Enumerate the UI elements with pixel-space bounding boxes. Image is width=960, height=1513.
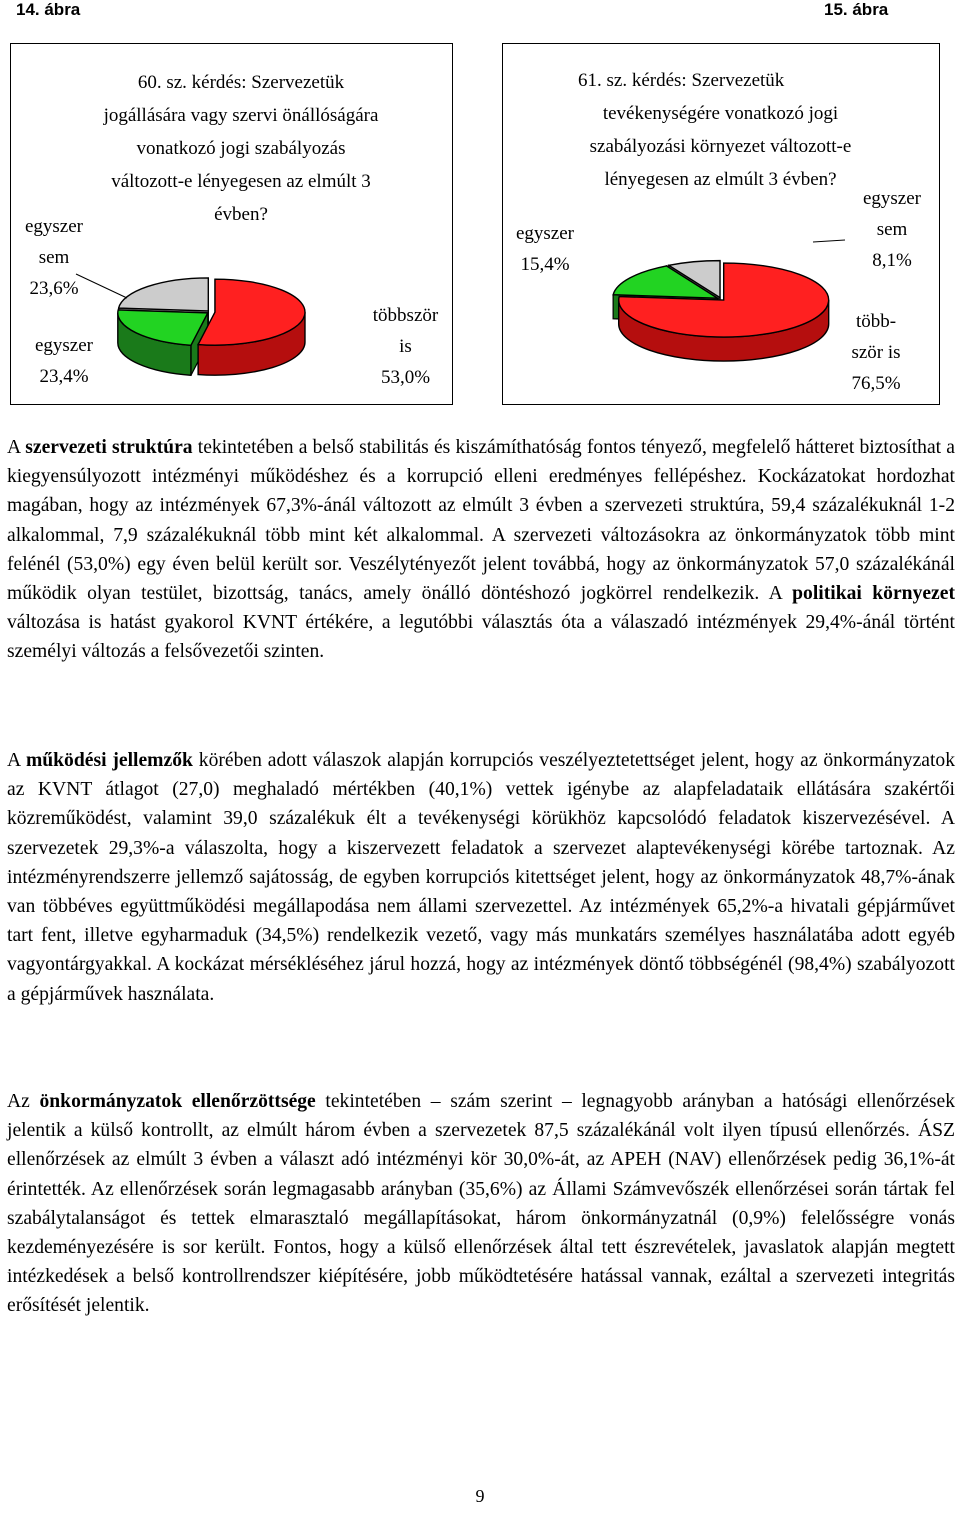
label-egyszer — [24, 330, 104, 392]
label-value: 8,1% — [872, 250, 912, 271]
label-text: is — [399, 336, 412, 357]
text-run: tekintetében – szám szerint – legnagyobb arányban a hatósági ellenőrzések jelentik a külső kontrollt, az elmúlt három évben a szervezetek 87,5 százalékánál volt ilyen típusú ellenőrzés. ÁSZ ellenőrzések az elmúlt 3 évben a választ adó intézményi kör 30,0%-át, az APEH (NAV) ellenőrzések pedig 36,1%-át érintették. Az ellenőrzések során legmagasabb arányban (35,6%) az Állami Számvevőszék ellenőrzései során tártak fel szabálytalanságot és tettek elmarasztaló megállapításokat, három önkormányzatnál (0,9%) felelősségre vonás kezdeményezésére is sor került. Fontos, hogy a külső ellenőrzések által tett észrevételek, javaslatok alapján megtett intézkedések a belső kontrollrendszer kiépítésére, jobb működtetésére hatással vannak, ezáltal a szervezeti integritás erősítését jelentik. — [7, 1091, 956, 1317]
text-run: A — [7, 437, 26, 458]
body-paragraph-3 — [7, 1087, 955, 1321]
chart-title-line: szabályozási környezet változott-e — [589, 136, 852, 157]
bold-term: politikai környezet — [792, 583, 955, 605]
bold-term: szervezeti struktúra — [25, 437, 193, 458]
label-text: egyszer — [515, 223, 575, 244]
chart-title-line: változott-e lényegesen az elmúlt 3 — [111, 171, 371, 192]
body-paragraph-2 — [7, 746, 955, 1009]
chart-title-line: 60. sz. kérdés: Szervezetük — [137, 72, 345, 93]
page-number: 9 — [475, 1486, 485, 1506]
label-value: 23,4% — [39, 366, 89, 387]
chart-title-line: lényegesen az elmúlt 3 évben? — [604, 169, 837, 190]
label-value: 15,4% — [520, 254, 570, 275]
label-tobbszor-is — [833, 306, 919, 399]
text-run: A — [7, 750, 26, 771]
chart-title-line: évben? — [214, 204, 268, 225]
pie-slice-egyszer-sem — [119, 278, 209, 311]
label-value: 76,5% — [851, 373, 901, 394]
label-value: 53,0% — [380, 367, 431, 388]
figure-label-15: 15. ábra — [824, 0, 889, 19]
label-text: ször is — [851, 342, 901, 363]
pie-tops — [118, 278, 305, 345]
chart-title-line: jogállására vagy szervi önállóságára — [103, 105, 379, 126]
leader-line — [813, 240, 845, 242]
label-text: többször — [372, 305, 439, 326]
figure-label-14: 14. ábra — [16, 0, 81, 19]
text-run: Az — [7, 1091, 40, 1112]
chart-title-line: 61. sz. kérdés: Szervezetük — [578, 70, 785, 91]
chart-title-line: vonatkozó jogi szabályozás — [136, 138, 346, 159]
text-run: körében adott válaszok alapján korrupciós veszélyeztetettséget jelent, hogy az önkormányzatok az KVNT átlagot (27,0) meghaladó mértékben (40,1%) vettek igénybe az alapfeladataik ellátására szakértői közreműködést, valamint 39,0 százalékuk élt a tevékenységi körükhöz kapcsolódó feladatok kiszervezésével. A szervezetek 29,3%-a válaszolta, hogy a kiszervezett feladatok a szervezet alaptevékenységi körébe tartoznak. Az intézményrendszerre jellemző sajátosság, de egyben korrupciós kitettséget jelent, hogy az önkormányzatok 48,7%-ának van többéves együttműködési megállapodása nem állami szervezettel. Az intézmények 65,2%-a hivatali gépjárművet tart fent, illetve egyharmaduk (34,5%) rendelkezik vezető, vagy más munkatárs személyes használatába adott egyéb vagyontárgyakkal. A kockázat mérsékléséhez járul hozzá, hogy az intézmények döntő többségénél (98,4%) szabályozott a gépjárművek használata. — [7, 750, 956, 1005]
label-text: sem — [876, 219, 908, 240]
label-egyszer-sem — [14, 211, 94, 304]
bold-term: önkormányzatok ellenőrzöttsége — [39, 1091, 316, 1112]
label-tobbszor-is — [363, 300, 448, 393]
label-egyszer-sem — [849, 183, 935, 276]
chart-60 — [10, 43, 453, 405]
label-text: egyszer — [34, 335, 94, 356]
text-run: változása is hatást gyakorol KVNT értékére, a legutóbbi választás óta a válaszadó intézmények 29,4%-ánál történt személyi változás a felsővezetői szinten. — [7, 612, 955, 663]
label-text: egyszer — [24, 216, 84, 237]
label-text: sem — [38, 247, 70, 268]
text-run: tekintetében a belső stabilitás és kiszámíthatóság fontos tényező, megfelelő hátteret biztosíthat a kiegyensúlyozott intézményi működéshez és a korrupció elleni eredményes fellépéshez. Kockázatokat hordozhat magában, hogy az intézmények 67,3%-ánál változott az elmúlt 3 évben a szervezeti struktúra, 59,4 százalékuknál 1-2 alkalommal, 7,9 százalékuknál több mint két alkalommal. A szervezeti változásokra az önkormányzatok több mint felénél (53,0%) egy éven belül került sor. Veszélytényezőt jelent továbbá, hogy az önkormányzatok 57,0 százalékánál működik olyan testület, bizottság, tanács, amely önálló döntéshozó jogkörrel rendelkezik. A — [7, 437, 955, 605]
body-paragraph-1 — [7, 433, 955, 667]
chart-title-line: tevékenységére vonatkozó jogi — [602, 103, 839, 124]
label-text: több- — [855, 311, 897, 332]
bold-term: működési jellemzők — [25, 750, 193, 771]
label-value: 23,6% — [29, 278, 79, 299]
label-egyszer — [505, 218, 585, 280]
label-text: egyszer — [862, 188, 922, 209]
chart-61 — [502, 43, 940, 405]
